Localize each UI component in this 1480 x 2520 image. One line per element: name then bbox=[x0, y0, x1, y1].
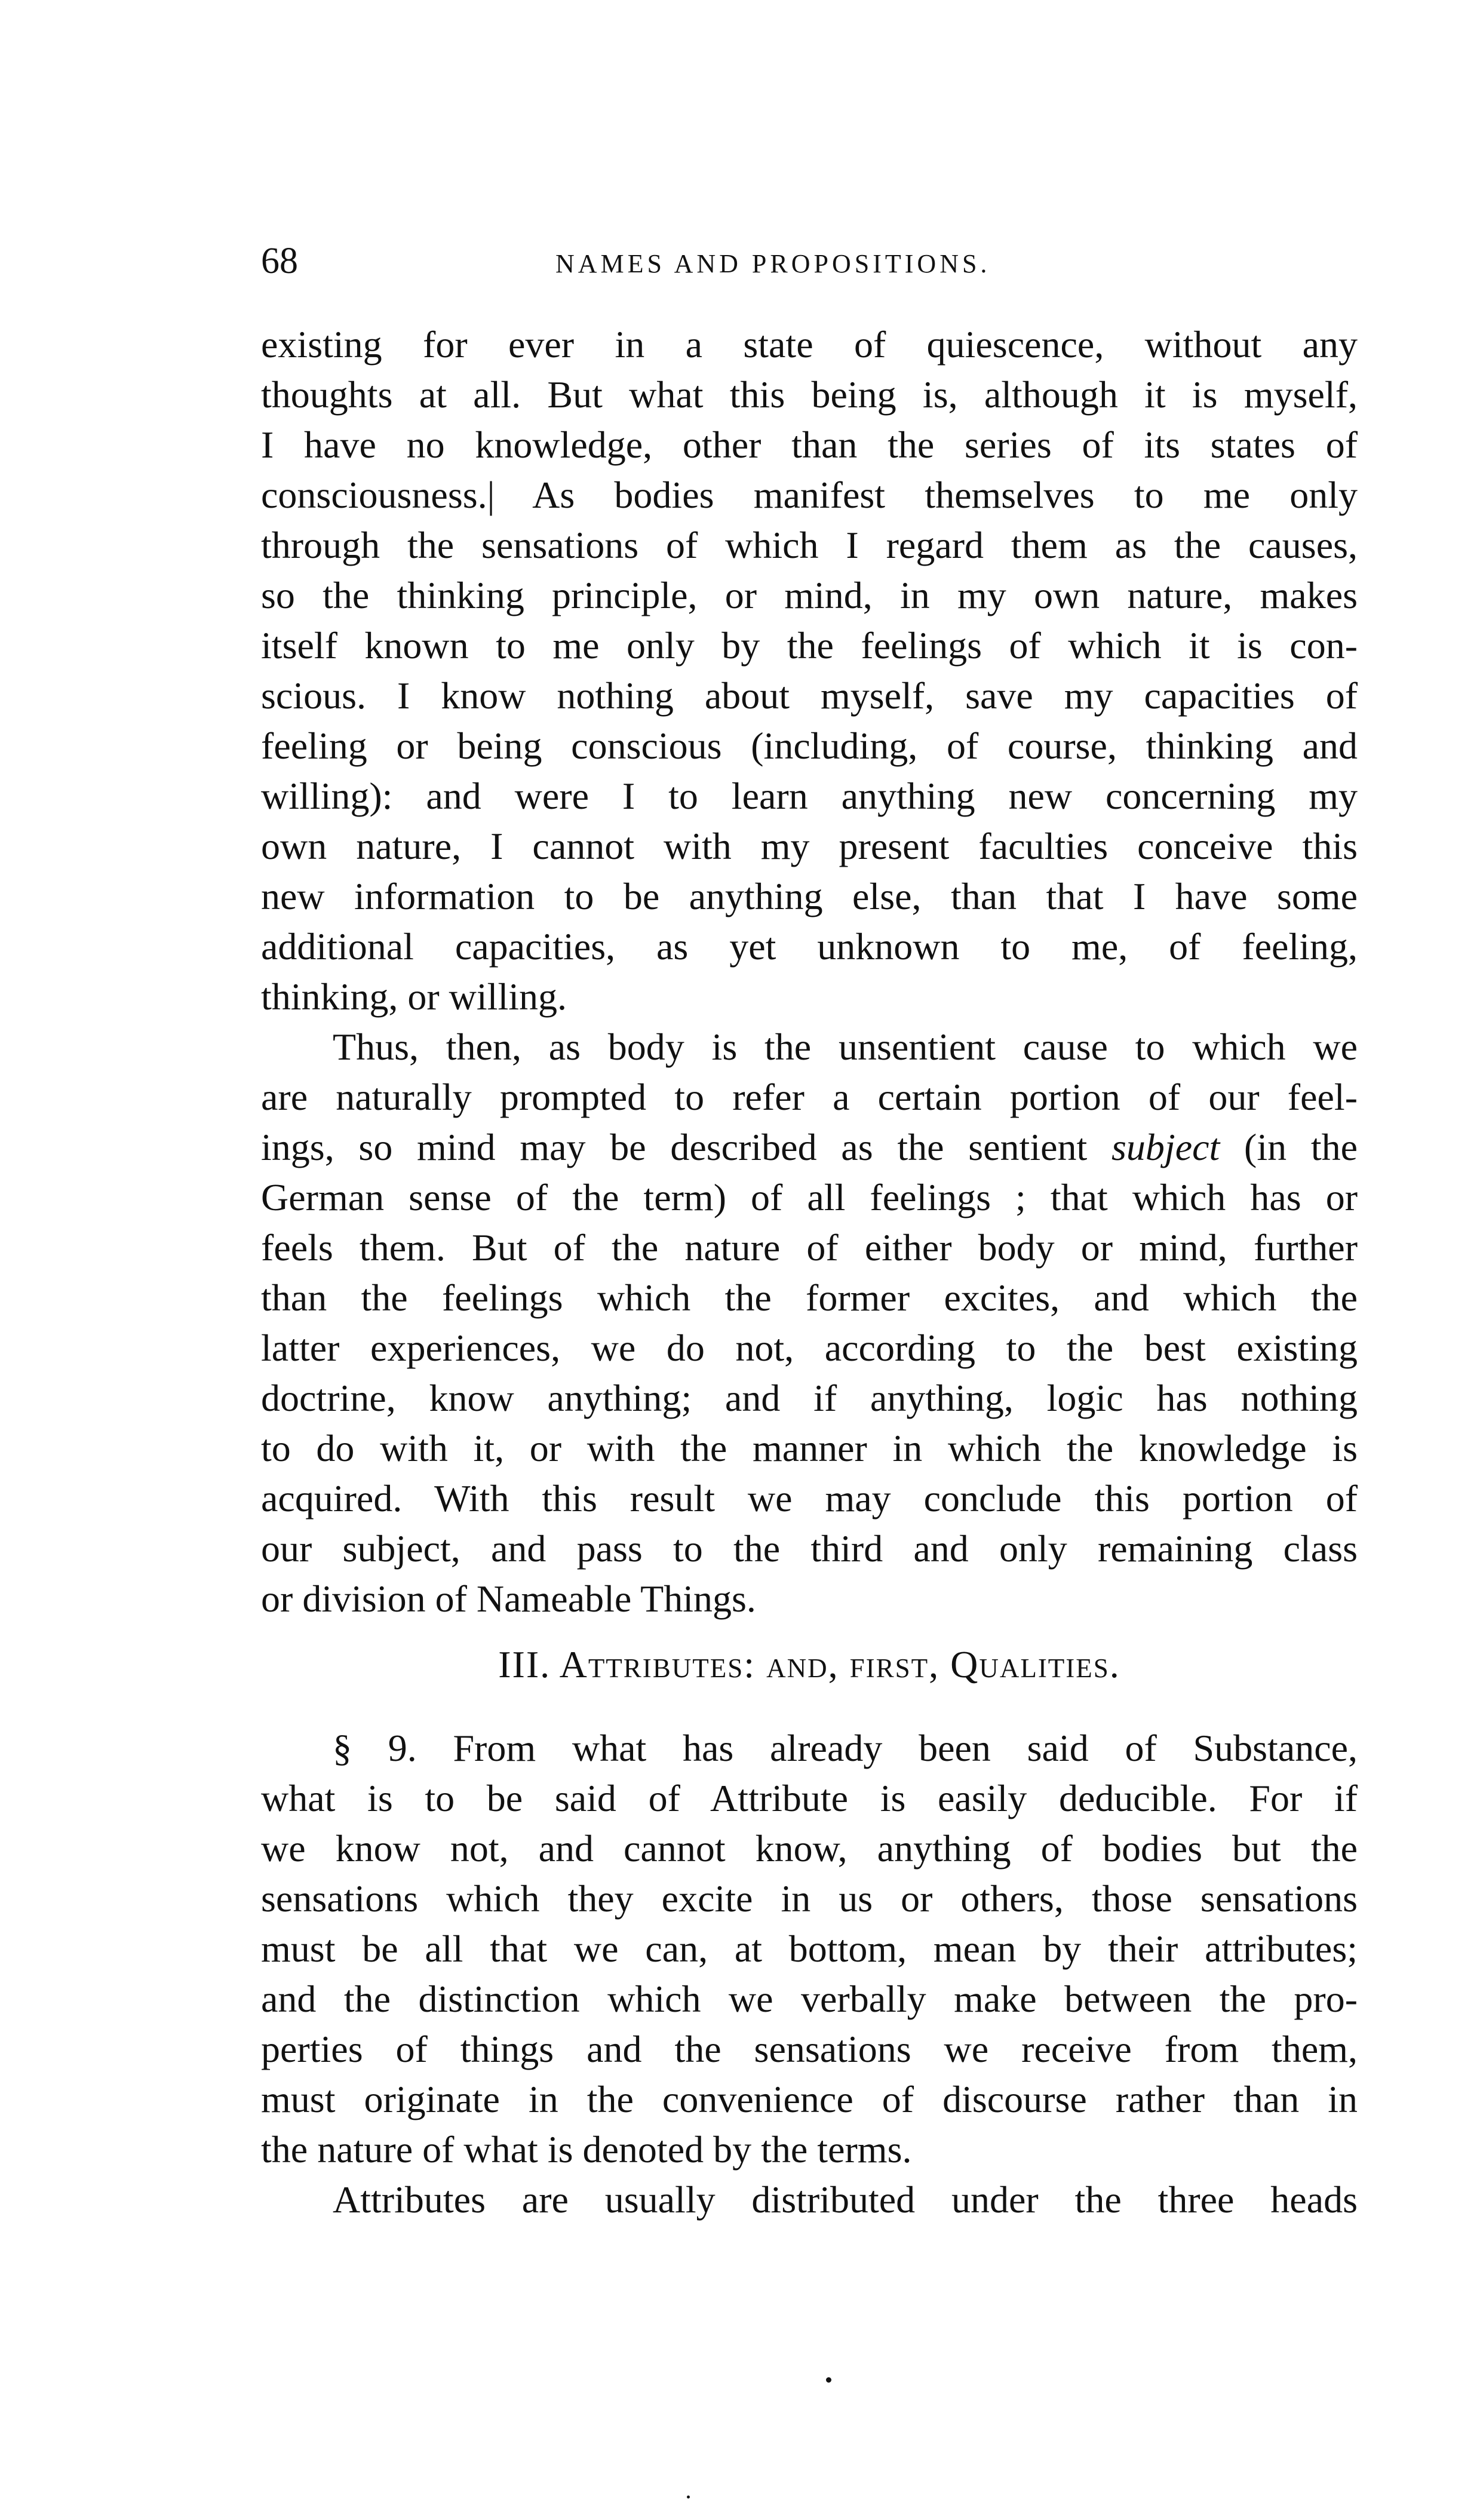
ink-speck bbox=[826, 2377, 831, 2383]
paragraph-1 bbox=[261, 320, 1358, 1022]
text-line: thoughts at all. But what this being is, although it is myself, bbox=[261, 373, 1358, 416]
text-line: feeling or being conscious (including, of course, thinking and bbox=[261, 725, 1358, 767]
running-title: NAMES AND PROPOSITIONS. bbox=[555, 249, 991, 278]
paragraph-2 bbox=[261, 1022, 1358, 1624]
text-line: acquired. With this result we may conclude this portion of bbox=[261, 1477, 1358, 1520]
text-line: doctrine, know anything; and if anything, logic has nothing bbox=[261, 1377, 1358, 1419]
text-line: I have no knowledge, other than the series of its states of bbox=[261, 423, 1358, 466]
text-line: than the feelings which the former excites, and which the bbox=[261, 1276, 1358, 1319]
text-line: thinking, or willing. bbox=[261, 975, 567, 1018]
text-line: sensations which they excite in us or others, those sensations bbox=[261, 1877, 1358, 1920]
text-line: are naturally prompted to refer a certain portion of our feel- bbox=[261, 1076, 1358, 1118]
emphasis: subject bbox=[1111, 1126, 1220, 1168]
text-line: perties of things and the sensations we receive from them, bbox=[261, 2028, 1358, 2070]
text-line: ings, so mind may be described as the sentient subject (in the bbox=[261, 1126, 1358, 1168]
text-line: German sense of the term) of all feelings ; that which has or bbox=[261, 1176, 1358, 1218]
text-line: so the thinking principle, or mind, in my own nature, makes bbox=[261, 574, 1358, 616]
text-line: or division of Nameable Things. bbox=[261, 1577, 756, 1620]
text-line: scious. I know nothing about myself, save my capacities of bbox=[261, 674, 1358, 717]
text-line: through the sensations of which I regard them as the causes, bbox=[261, 524, 1358, 566]
text-line: new information to be anything else, than that I have some bbox=[261, 875, 1358, 917]
text-line: itself known to me only by the feelings of which it is con- bbox=[261, 624, 1358, 667]
text-line: and the distinction which we verbally make between the pro- bbox=[261, 1978, 1358, 2020]
text-line: Attributes are usually distributed under the three heads bbox=[333, 2178, 1358, 2221]
text-line: must originate in the convenience of discourse rather than in bbox=[261, 2078, 1358, 2120]
text-line: § 9. From what has already been said of Substance, bbox=[333, 1727, 1358, 1769]
text-line: feels them. But of the nature of either body or mind, further bbox=[261, 1226, 1358, 1269]
text-line: we know not, and cannot know, anything of bodies but the bbox=[261, 1827, 1358, 1870]
body-text-bottom bbox=[261, 1723, 1358, 2225]
text-line: own nature, I cannot with my present faculties conceive this bbox=[261, 825, 1358, 867]
text-line: consciousness.| As bodies manifest themselves to me only bbox=[261, 474, 1358, 516]
text-line: Thus, then, as body is the unsentient cause to which we bbox=[333, 1026, 1358, 1068]
ink-speck bbox=[687, 2496, 690, 2498]
text-line: to do with it, or with the manner in which the knowledge is bbox=[261, 1427, 1358, 1469]
page-number: 68 bbox=[261, 241, 298, 281]
body-text-top bbox=[261, 320, 1358, 1624]
section-heading: III. Attributes: and, first, Qualities. bbox=[498, 1643, 1120, 1686]
paragraph-4 bbox=[261, 2175, 1358, 2225]
text-line: must be all that we can, at bottom, mean by their attributes; bbox=[261, 1927, 1358, 1970]
text-line: willing): and were I to learn anything new concerning my bbox=[261, 775, 1358, 817]
text-line: our subject, and pass to the third and only remaining class bbox=[261, 1527, 1358, 1570]
text-line: the nature of what is denoted by the terms. bbox=[261, 2128, 912, 2171]
text-line: additional capacities, as yet unknown to me, of feeling, bbox=[261, 925, 1358, 968]
paragraph-3 bbox=[261, 1723, 1358, 2175]
text-line: latter experiences, we do not, according to the best existing bbox=[261, 1327, 1358, 1369]
text-line: what is to be said of Attribute is easily deducible. For if bbox=[261, 1777, 1358, 1819]
text-line: existing for ever in a state of quiescence, without any bbox=[261, 323, 1358, 366]
